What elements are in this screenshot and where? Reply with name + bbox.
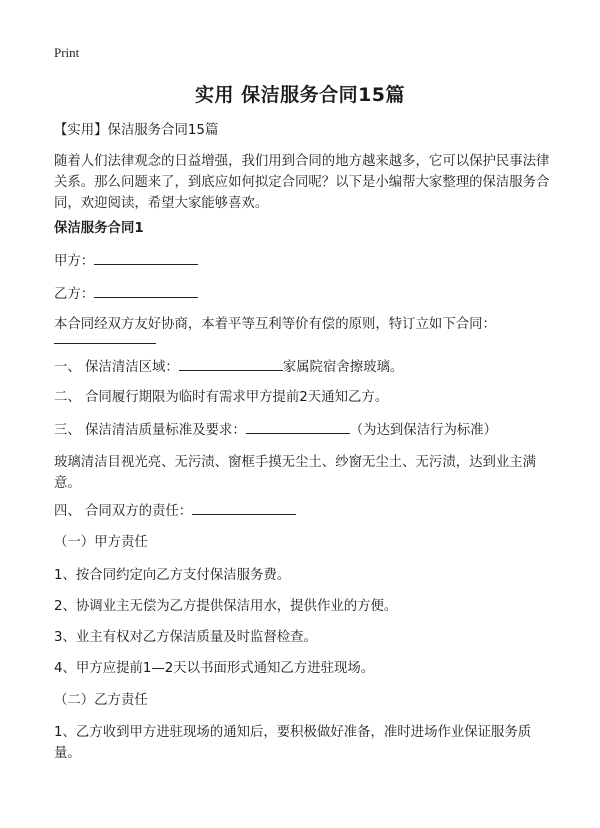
party-b-line	[54, 283, 550, 305]
party-b-responsibility-heading: （二）乙方责任	[54, 693, 148, 708]
clause-1-text: 家属院宿舍擦玻璃。	[282, 360, 404, 375]
list-item: 1、乙方收到甲方进驻现场的通知后，要积极做好准备，准时进场作业保证服务质量。	[54, 725, 532, 761]
clause-3-text: （为达到保洁行为标准）	[349, 423, 498, 438]
party-b-label: 乙方：	[54, 287, 95, 302]
preamble-blank	[54, 343, 156, 344]
intro-paragraph: 随着人们法律观念的日益增强，我们用到合同的地方越来越多，它可以保护民事法律关系。那么问题来了，到底应如何拟定合同呢？以下是小编帮大家整理的保洁服务合同，欢迎阅读，希望大家能够喜欢。	[54, 154, 550, 211]
quality-standard-text: 玻璃清洁目视光亮、无污渍、窗框手摸无尘土、纱窗无尘土、无污渍，达到业主满意。	[54, 455, 537, 491]
preamble-text: 本合同经双方友好协商，本着平等互利等价有偿的原则，特订立如下合同：	[54, 317, 496, 332]
party-a-responsibility-heading: （一）甲方责任	[54, 535, 148, 550]
list-item: 1、按合同约定向乙方支付保洁服务费。	[54, 568, 291, 583]
list-item: 4、甲方应提前1—2天以书面形式通知乙方进驻现场。	[54, 661, 375, 676]
party-b-blank	[94, 283, 198, 298]
clause-4-label: 四、 合同双方的责任：	[54, 504, 193, 519]
clause-4-blank	[192, 500, 296, 515]
list-item: 3、业主有权对乙方保洁质量及时监督检查。	[54, 630, 317, 645]
clause-4	[54, 500, 550, 522]
clause-3-blank	[246, 419, 350, 434]
clause-1-label: 一、 保洁清洁区域：	[54, 360, 179, 375]
clause-1-blank	[179, 356, 283, 371]
clause-3-label: 三、 保洁清洁质量标准及要求：	[54, 423, 246, 438]
print-link[interactable]: Print	[54, 45, 80, 60]
party-a-line	[54, 250, 550, 272]
clause-2: 二、 合同履行期限为临时有需求甲方提前2天通知乙方。	[54, 390, 389, 405]
list-item: 2、协调业主无偿为乙方提供保洁用水，提供作业的方便。	[54, 599, 398, 614]
clause-3	[54, 419, 550, 441]
clause-1	[54, 356, 550, 378]
document-title: 实用 保洁服务合同15篇	[194, 84, 406, 106]
party-a-blank	[94, 250, 198, 265]
party-a-label: 甲方：	[54, 254, 95, 269]
document-subtitle: 【实用】保洁服务合同15篇	[54, 123, 219, 138]
section-heading-contract-1: 保洁服务合同1	[54, 221, 144, 236]
